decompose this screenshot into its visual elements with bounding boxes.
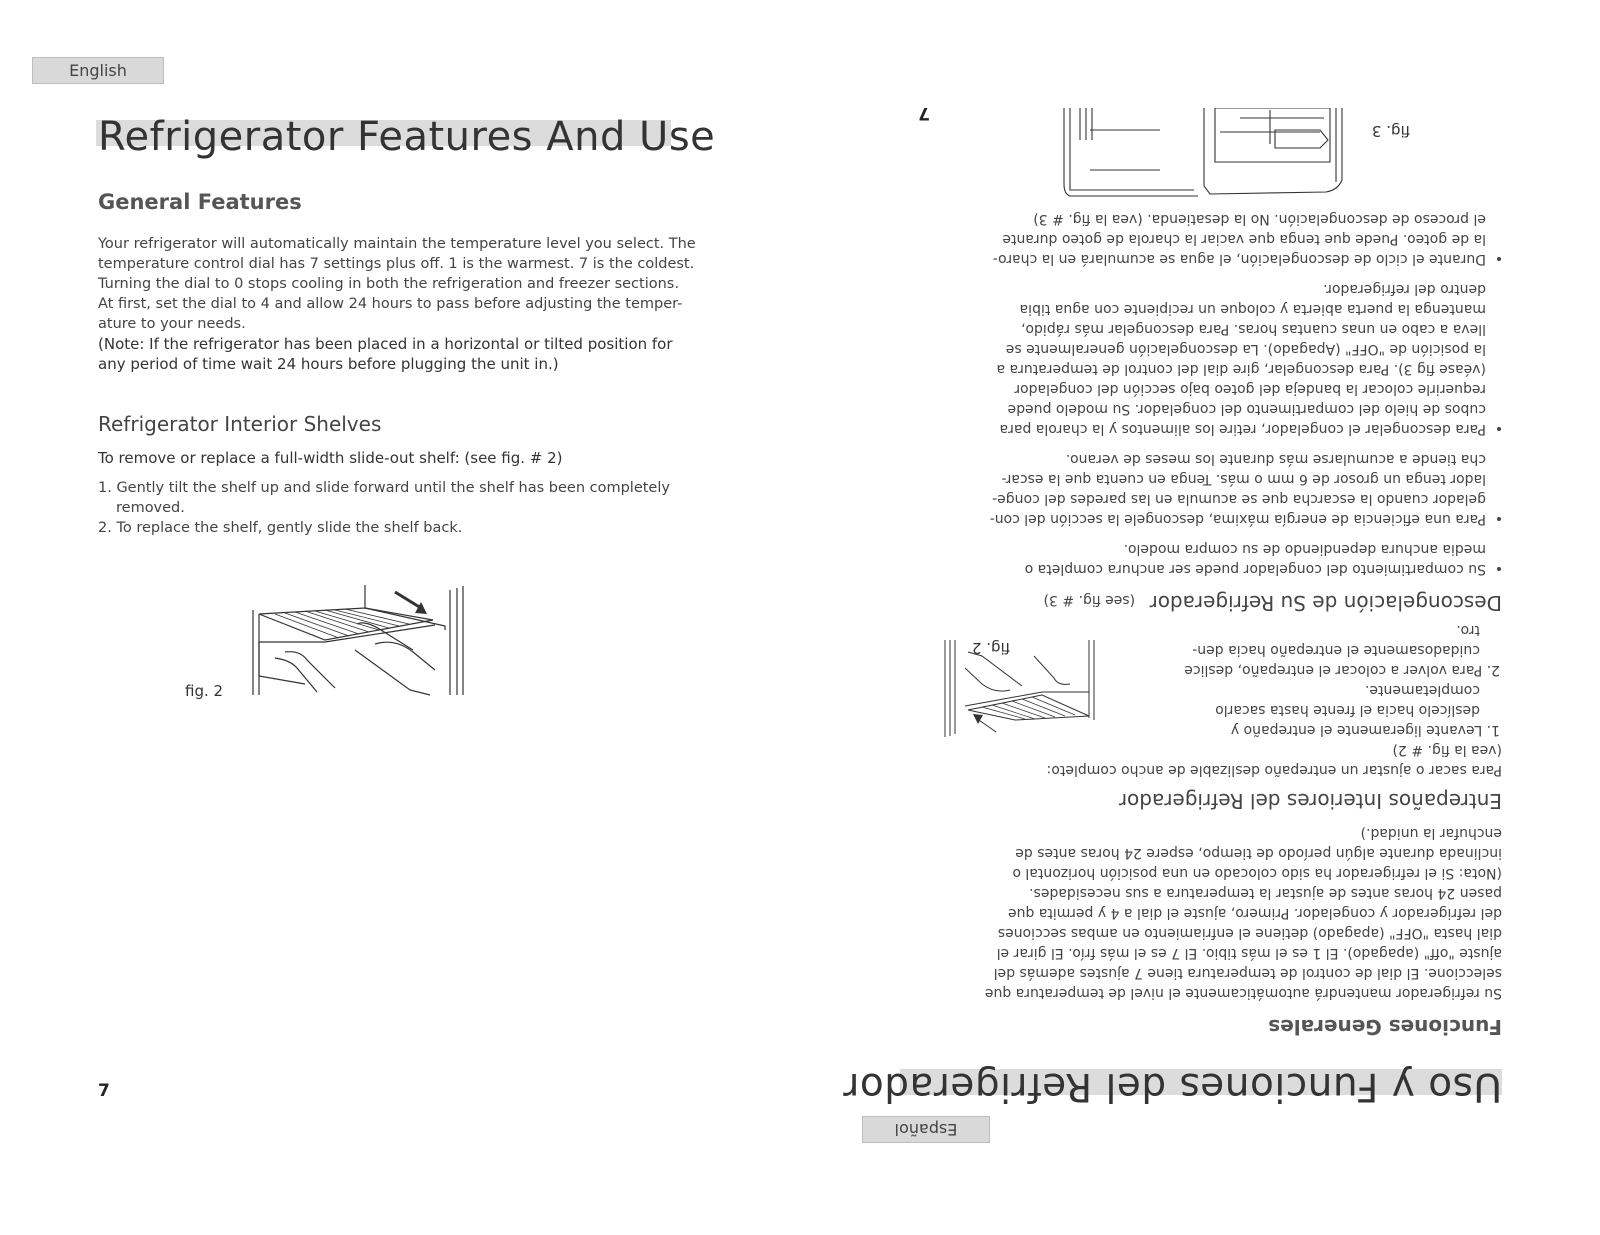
page-title: Refrigerator Features And Use — [98, 114, 716, 160]
text-line: Turning the dial to 0 stops cooling in both the refrigeration and freezer sections. — [98, 276, 679, 292]
shelf-illustration — [245, 580, 475, 700]
text-line: ature to your needs. — [98, 316, 246, 332]
text-line: At first, set the dial to 4 and allow 24 hours to pass before adjusting the temper- — [98, 296, 683, 312]
shelf-illustration-small — [940, 635, 1100, 740]
general-features-text — [962, 823, 1502, 1003]
step-line: tro. — [1456, 622, 1480, 638]
interior-shelves-heading: Entrepaños Interiores del Refrigerador — [1118, 789, 1502, 813]
text-line: enchufar la unidad.) — [1360, 825, 1502, 841]
step-line: completamente. — [1364, 682, 1480, 698]
text-line: del refrigerador y congelador. Primero, ajuste el dial a 4 y permita que — [1007, 905, 1502, 921]
figure-caption: fig. 3 — [1371, 122, 1410, 140]
bullet-item — [942, 279, 1486, 439]
text-line: (véase fig 3). Para descongelar, gire dial del control de temperatura a — [996, 361, 1486, 377]
figure-caption: fig. 2 — [185, 682, 224, 700]
defrost-bullets — [942, 209, 1502, 579]
note-line: any period of time wait 24 hours before plugging the unit in.) — [98, 355, 559, 373]
text-line: • Para descongelar el congelador, retire los alimentos y la charola para — [999, 421, 1486, 437]
interior-shelves-heading: Refrigerator Interior Shelves — [98, 412, 382, 436]
text-line: cubos de hielo del compartimento del congelador. Su modelo puede — [1007, 401, 1486, 417]
text-line: cha tiende a acumularse más durante los meses de verano. — [1065, 451, 1486, 467]
shelves-intro — [962, 740, 1502, 780]
text-line: (Nota: Si el refrigerador ha sido colocado en una posición horizontal o — [1012, 865, 1502, 881]
general-features-text — [98, 234, 698, 374]
shelves-steps — [98, 478, 698, 538]
text-line: inclinada durante algún período de tiempo, espere 24 horas antes de — [1015, 845, 1502, 861]
intro-line: Para sacar o ajustar un entrepaño deslizable de ancho completo: — [1046, 762, 1502, 778]
text-line: • Para una eficiencia de energía máxima, descongele la sección del con- — [989, 511, 1486, 527]
text-line: media anchura dependiendo de su compra modelo. — [1123, 541, 1486, 557]
text-line: mantenga la puerta abierta y coloque un recipiente con agua tibia — [1019, 301, 1486, 317]
text-line: lleva a cabo en unas cuantas horas. Para descongelar más rápido, — [1021, 321, 1486, 337]
bullet-item — [942, 539, 1486, 579]
text-line: la de goteo. Puede que tenga que vaciar la charola de goteo durante — [1002, 231, 1486, 247]
text-line: • Durante el ciclo de descongelación, el agua se acumulará en la charo- — [992, 251, 1486, 267]
text-line: dentro del refrigerador. — [1322, 281, 1486, 297]
shelves-steps — [1120, 620, 1500, 740]
figure-caption: fig. 2 — [971, 639, 1010, 657]
language-tab-espanol: Español — [862, 1116, 990, 1143]
language-tab-english: English — [32, 57, 164, 84]
page-title: Uso y Funciones del Refrigerador — [842, 1064, 1502, 1109]
defrost-heading — [902, 591, 1502, 615]
text-line: gelador cuando la escarcha que se acumula en las paredes del conge- — [992, 491, 1486, 507]
step-line: cuidadosamente el entrepaño hacia den- — [1192, 642, 1480, 658]
note-line: (Note: If the refrigerator has been placed in a horizontal or tilted position for — [98, 335, 673, 353]
text-line: la posición de "OFF" (Apagado). La descongelación generalmente se — [1005, 341, 1486, 357]
text-line: el proceso de descongelación. No la desatienda. (vea la fig. # 3) — [1033, 211, 1486, 227]
text-line: lador tenga un grosor de 6 mm o más. Tenga en cuenta que la escar- — [1001, 471, 1486, 487]
text-line: temperature control dial has 7 settings plus off. 1 is the warmest. 7 is the coldest. — [98, 256, 695, 272]
general-features-heading: General Features — [98, 190, 302, 214]
text-line: Su refrigerador mantendrá automáticamente el nivel de temperatura que — [984, 985, 1502, 1001]
page-number: 7 — [918, 103, 930, 123]
bullet-item — [942, 209, 1486, 269]
step-line: 2. To replace the shelf, gently slide the shelf back. — [98, 520, 463, 536]
bullet-item — [942, 449, 1486, 529]
defrost-heading-text: Descongelación de Su Refrigerador — [1149, 591, 1502, 615]
step-line: 1. Gently tilt the shelf up and slide forward until the shelf has been completely — [98, 480, 670, 496]
text-line: pasen 24 horas antes de ajustar la temperatura a sus necesidades. — [1029, 885, 1502, 901]
text-line: • Su compartimiento del congelador puede ser anchura completa o — [1024, 561, 1486, 577]
step-line: 2. Para volver a colocar el entrepaño, deslice — [1184, 662, 1500, 678]
text-line: requerirle colocar la bandeja del goteo bajo sección del congelador — [1014, 381, 1486, 397]
text-line: Your refrigerator will automatically maintain the temperature level you select. The — [98, 236, 696, 252]
step-line: 1. Levante ligeramente el entrepaño y — [1230, 722, 1500, 738]
general-features-heading: Funciones Generales — [1268, 1015, 1502, 1039]
step-line: deslícelo hacia el frente hasta sacarlo — [1215, 702, 1480, 718]
text-line: dial hasta "OFF" (apagado) detiene el enfriamiento en ambas secciones — [997, 925, 1502, 941]
defrost-heading-ref: (see fig. # 3) — [1043, 592, 1136, 608]
spanish-page — [800, 0, 1600, 1235]
shelves-intro: To remove or replace a full-width slide-out shelf: (see fig. # 2) — [98, 449, 563, 467]
intro-line: (vea la fig. # 2) — [1392, 742, 1502, 758]
freezer-illustration — [1060, 108, 1350, 200]
step-line: removed. — [116, 500, 185, 516]
page-number: 7 — [98, 1081, 110, 1101]
text-line: ajuste "off" (apagado). El 1 es el más tibio. El 7 es el más frío. El girar el — [996, 945, 1502, 961]
text-line: seleccione. El dial de control de temperatura tiene 7 ajustes además del — [993, 965, 1502, 981]
